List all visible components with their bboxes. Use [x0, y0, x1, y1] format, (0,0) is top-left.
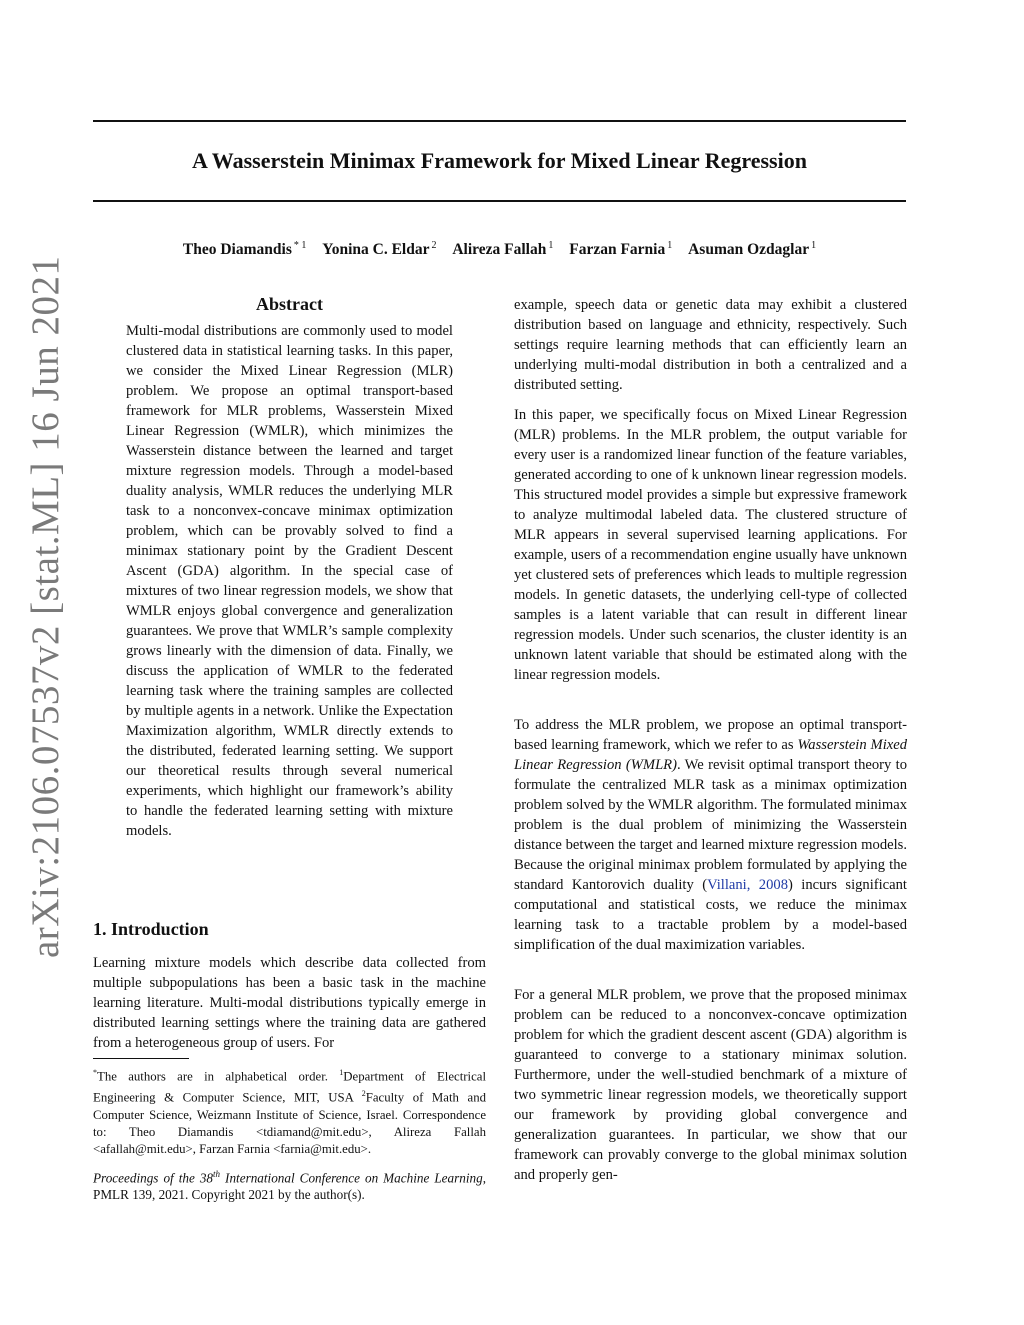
body-paragraph: example, speech data or genetic data may exhibit a clustered distribution based on language and ethnicity, respectively. Such settings require learning methods that can efficiently learn an underlying multi-modal distribution in both a centralized and a distributed setting.	[514, 297, 907, 393]
author-name: Theo Diamandis	[182, 241, 292, 259]
footnote-rule	[93, 1058, 189, 1059]
author-affiliation: 1	[548, 240, 554, 251]
title-top-rule	[93, 120, 906, 122]
author-name: Alireza Fallah	[452, 241, 547, 259]
author-name: Yonina C. Eldar	[322, 241, 430, 259]
author	[569, 241, 672, 258]
author-name: Asuman Ozdaglar	[688, 241, 810, 259]
author-affiliation: * 1	[293, 240, 307, 251]
abstract-heading: Abstract	[256, 294, 323, 314]
title-bottom-rule	[93, 200, 906, 202]
author-affiliation: 1	[811, 240, 817, 251]
footnote-affiliation-marker: 1	[339, 1068, 344, 1077]
author	[452, 241, 553, 258]
introduction-paragraph: Learning mixture models which describe data collected from multiple subpopulations has been a basic task in the machine learning literature. Multi-modal distributions typically emerge in distributed learning settings where the training data are gathered from a heterogeneous group of users. For	[93, 955, 486, 1051]
proceedings-ordinal: th	[213, 1169, 221, 1179]
proceedings-note	[93, 1166, 486, 1203]
body-paragraph	[514, 715, 907, 955]
footnote-text: Faculty of Math and Computer Science, Weizmann Institute of Science, Israel. Correspondence to: Theo Diamandis <tdiamand@mit.edu>, Alireza Fallah <afallah@mit.edu>, Farzan Farnia <farnia@mit.edu>.	[93, 1090, 486, 1156]
author	[688, 241, 816, 258]
abstract-text: Multi-modal distributions are commonly used to model clustered data in statistical learning tasks. In this paper, we consider the Mixed Linear Regression (MLR) problem. We propose an optimal transport-based framework for MLR problems, Wasserstein Mixed Linear Regression (WMLR), which minimizes the Wasserstein distance between the learned and target mixture regression models. Through a model-based duality analysis, WMLR reduces the underlying MLR task to a nonconvex-concave minimax optimization problem, which can be provably solved to find a minimax stationary point by the Gradient Descent Ascent (GDA) algorithm. In the special case of mixtures of two linear regression models, we show that WMLR enjoys global convergence and generalization guarantees. We prove that WMLR’s sample complexity grows linearly with the dimension of data. Finally, we discuss the application of WMLR to the federated learning task where the training samples are collected by multiple agents in a network. Unlike the Expectation Maximization algorithm, WMLR directly extends to the distributed, federated learning setting. We support our theoretical results through several numerical experiments, which highlight our framework’s ability to handle the federated learning setting with mixture models.	[126, 323, 453, 839]
footnote-marker: *	[93, 1068, 97, 1077]
footnote-text: Department of Electrical Engineering & Computer Science, MIT, USA	[93, 1069, 486, 1105]
body-text: To address the MLR problem, we propose an optimal transport-based learning framework, which we refer to as	[514, 717, 907, 753]
author-affiliation: 2	[431, 240, 437, 251]
footnote-affiliation-marker: 2	[361, 1089, 366, 1099]
footnote	[93, 1064, 486, 1158]
proceedings-venue: International Conference on Machine Learning	[220, 1170, 483, 1186]
body-text: . We revisit optimal transport theory to formulate the centralized MLR task as a minimax optimization problem solved by the WMLR algorithm. The formulated minimax problem is the dual problem of minimizing the Wasserstein distance between the target and learned mixture regression models. Because the original minimax problem formulated by applying the standard Kantorovich duality (	[514, 757, 908, 893]
body-paragraph: In this paper, we specifically focus on Mixed Linear Regression (MLR) problems. In the MLR problem, the output variable for every user is a randomized linear function of the feature variables, generated according to one of k unknown linear regression models. This structured model provides a simple but expressive framework to analyze multimodal labeled data. The clustered structure of MLR appears in several supervised learning applications. For example, users of a recommendation engine usually have unknown yet clustered sets of preferences which leads to multiple regression models. In genetic datasets, the underlying cell-type of collected samples is a latent variable that can result in different linear regression models. Under such scenarios, the cluster identity is an unknown latent variable that should be estimated along with the linear regression models.	[514, 407, 907, 683]
body-text: ) incurs significant computational and statistical costs, we reduce the minimax learning task to a tractable problem by a model-based simplification of the dual maximization variables.	[514, 877, 907, 953]
author-list	[93, 236, 906, 260]
paper-title: A Wasserstein Minimax Framework for Mixed Linear Regression	[192, 148, 807, 173]
footnote-text: The authors are in alphabetical order.	[97, 1069, 340, 1084]
author-name: Farzan Farnia	[569, 241, 666, 259]
body-paragraph: For a general MLR problem, we prove that the proposed minimax problem can be reduced to a nonconvex-concave optimization problem for which the gradient descent ascent (GDA) algorithm is guaranteed to converge to a stationary minimax solution. Furthermore, under the well-studied benchmark of a mixture of two symmetric linear regression models, we theoretically support our framework by providing global convergence and generalization guarantees. In particular, we show that our framework can provably converge to the global minimax solution and properly gen-	[514, 987, 907, 1183]
citation-link[interactable]: Villani, 2008	[707, 877, 788, 893]
method-name: Wasserstein Mixed Linear Regression (WMLR)	[514, 737, 908, 773]
section-heading-introduction: 1. Introduction	[93, 919, 209, 939]
author	[322, 241, 436, 258]
author-affiliation: 1	[667, 240, 673, 251]
proceedings-copyright: , PMLR 139, 2021. Copyright 2021 by the author(s).	[93, 1170, 486, 1203]
author	[183, 241, 306, 258]
proceedings-venue: Proceedings of the 38	[93, 1170, 214, 1186]
arxiv-identifier-stamp: arXiv:2106.07537v2 [stat.ML] 16 Jun 2021	[24, 255, 67, 958]
